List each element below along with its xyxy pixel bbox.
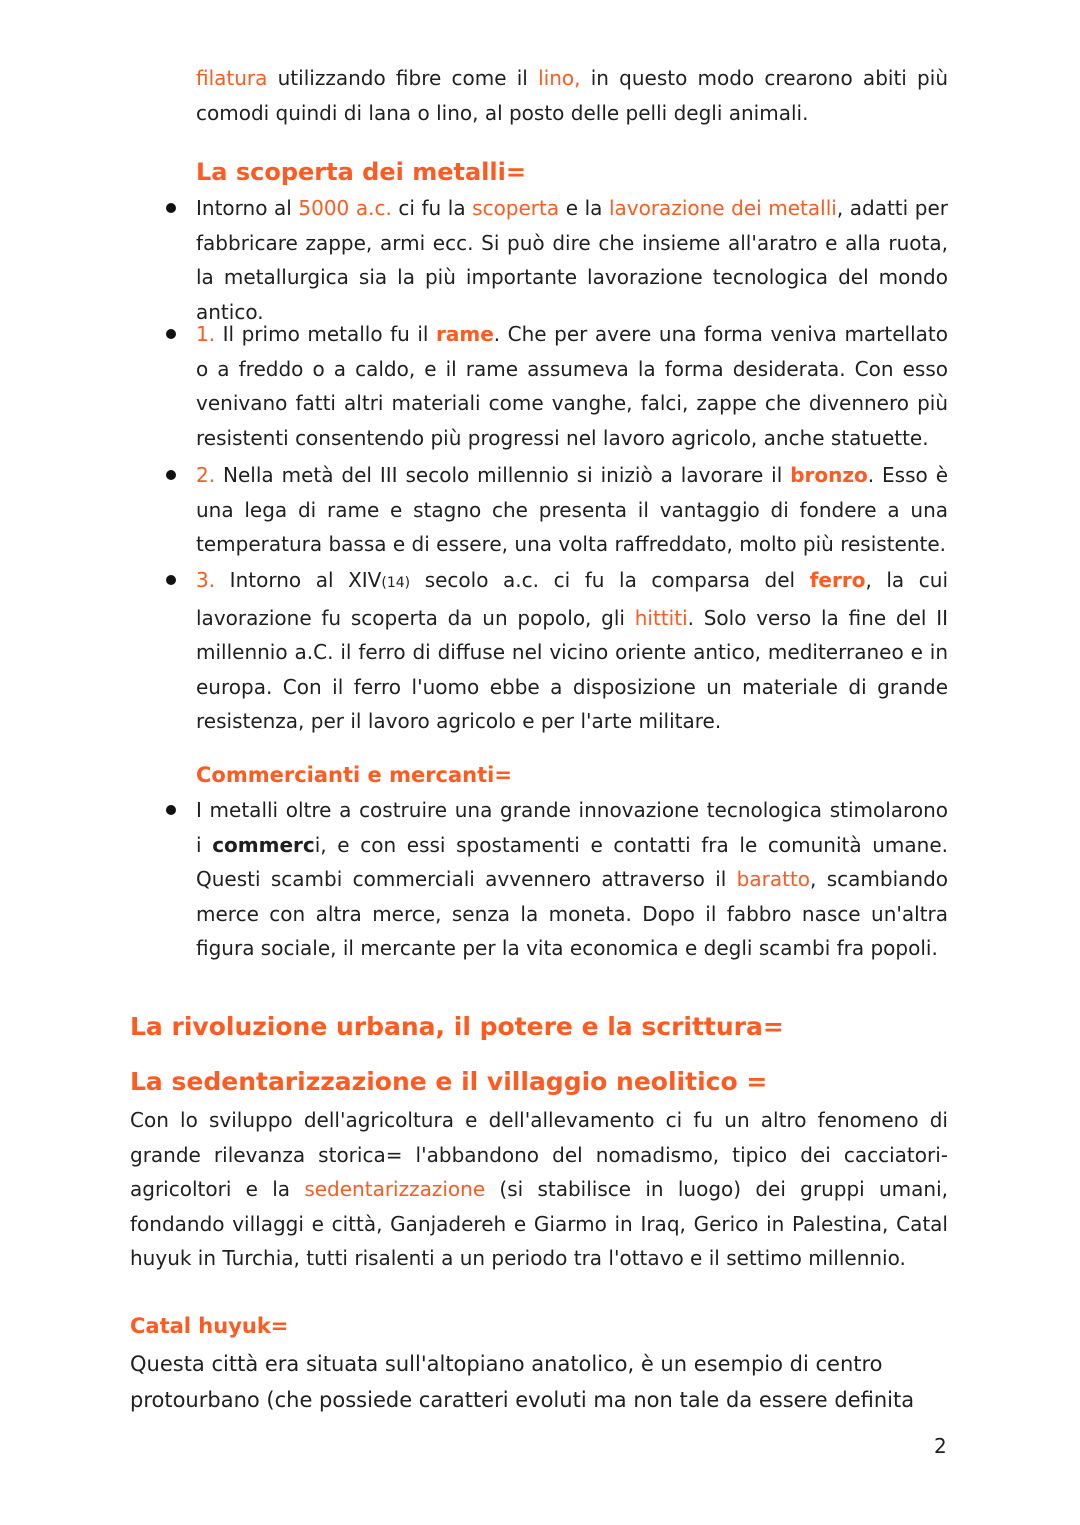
list-item: 1. Il primo metallo fu il rame. Che per avere una forma veniva martellato o a freddo o a caldo, e il rame assumeva la forma desiderata. Con esso venivano fatti altri materiali come vanghe, falci, zappe che divennero più resistenti consentendo più progressi nel lavoro agricolo, anche statuette. xyxy=(196,317,948,455)
list-item: 3. Intorno al XIV(14) secolo a.c. ci fu la comparsa del ferro, la cui lavorazione fu scoperta da un popolo, gli hittiti. Solo verso la fine del II millennio a.C. il ferro di diffuse nel vicino oriente antico, mediterraneo e in europa. Con il ferro l'uomo ebbe a disposizione un materiale di grande resistenza, per il lavoro agricolo e per l'arte militare. xyxy=(196,563,948,739)
highlight-sedentarizzazione: sedentarizzazione xyxy=(304,1177,486,1201)
bullet-icon xyxy=(166,329,176,339)
highlight-bronzo: bronzo xyxy=(790,463,868,487)
bullet-icon xyxy=(166,805,176,815)
highlight-baratto: baratto xyxy=(736,867,811,891)
highlight-rame: rame xyxy=(436,322,494,346)
list-item: 2. Nella metà del III secolo millennio si iniziò a lavorare il bronzo. Esso è una lega di rame e stagno che presenta il vantaggio di fondere a una temperatura bassa e di essere, una volta raffreddato, molto più resistente. xyxy=(196,458,948,562)
sedentarizzazione-paragraph: Con lo sviluppo dell'agricoltura e dell'allevamento ci fu un altro fenomeno di grande rilevanza storica= l'abbandono del nomadismo, tipico dei cacciatori-agricoltori e la sedentarizzazione (si stabilisce in luogo) dei gruppi umani, fondando villaggi e città, Ganjadereh e Giarmo in Iraq, Gerico in Palestina, Catal huyuk in Turchia, tutti risalenti a un periodo tra l'ottavo e il settimo millennio. xyxy=(130,1108,948,1270)
bullet-icon xyxy=(166,470,176,480)
bullet-icon xyxy=(166,575,176,585)
page-number: 2 xyxy=(934,1434,947,1458)
heading-scoperta-metalli: La scoperta dei metalli= xyxy=(196,158,526,186)
highlight-ferro: ferro xyxy=(809,568,866,592)
intro-paragraph: filatura utilizzando fibre come il lino, in questo modo crearono abiti più comodi quindi di lana o lino, al posto delle pelli degli animali. xyxy=(196,66,948,125)
list-item: Intorno al 5000 a.c. ci fu la scoperta e la lavorazione dei metalli, adatti per fabbricare zappe, armi ecc. Si può dire che insieme all'aratro e alla ruota, la metallurgica sia la più importante lavorazione tecnologica del mondo antico. xyxy=(196,191,948,329)
highlight-filatura: filatura xyxy=(196,66,268,90)
highlight-lino: lino, xyxy=(538,66,581,90)
list-item: I metalli oltre a costruire una grande innovazione tecnologica stimolarono i commerci, e con essi spostamenti e contatti fra le comunità umane. Questi scambi commerciali avvennero attraverso il baratto, scambiando merce con altra merce, senza la moneta. Dopo il fabbro nasce un'altra figura sociale, il mercante per la vita economica e degli scambi fra popoli. xyxy=(196,793,948,966)
catal-paragraph: Questa città era situata sull'altopiano anatolico, è un esempio di centro protourbano (che possiede caratteri evoluti ma non tale da essere definita xyxy=(130,1352,915,1412)
heading-commercianti: Commercianti e mercanti= xyxy=(196,763,512,787)
bullet-icon xyxy=(166,203,176,213)
heading-rivoluzione-urbana: La rivoluzione urbana, il potere e la scrittura= xyxy=(130,1012,784,1041)
heading-catal-huyuk: Catal huyuk= xyxy=(130,1314,289,1338)
heading-sedentarizzazione: La sedentarizzazione e il villaggio neolitico = xyxy=(130,1067,768,1096)
highlight-hittiti: hittiti xyxy=(634,605,688,630)
